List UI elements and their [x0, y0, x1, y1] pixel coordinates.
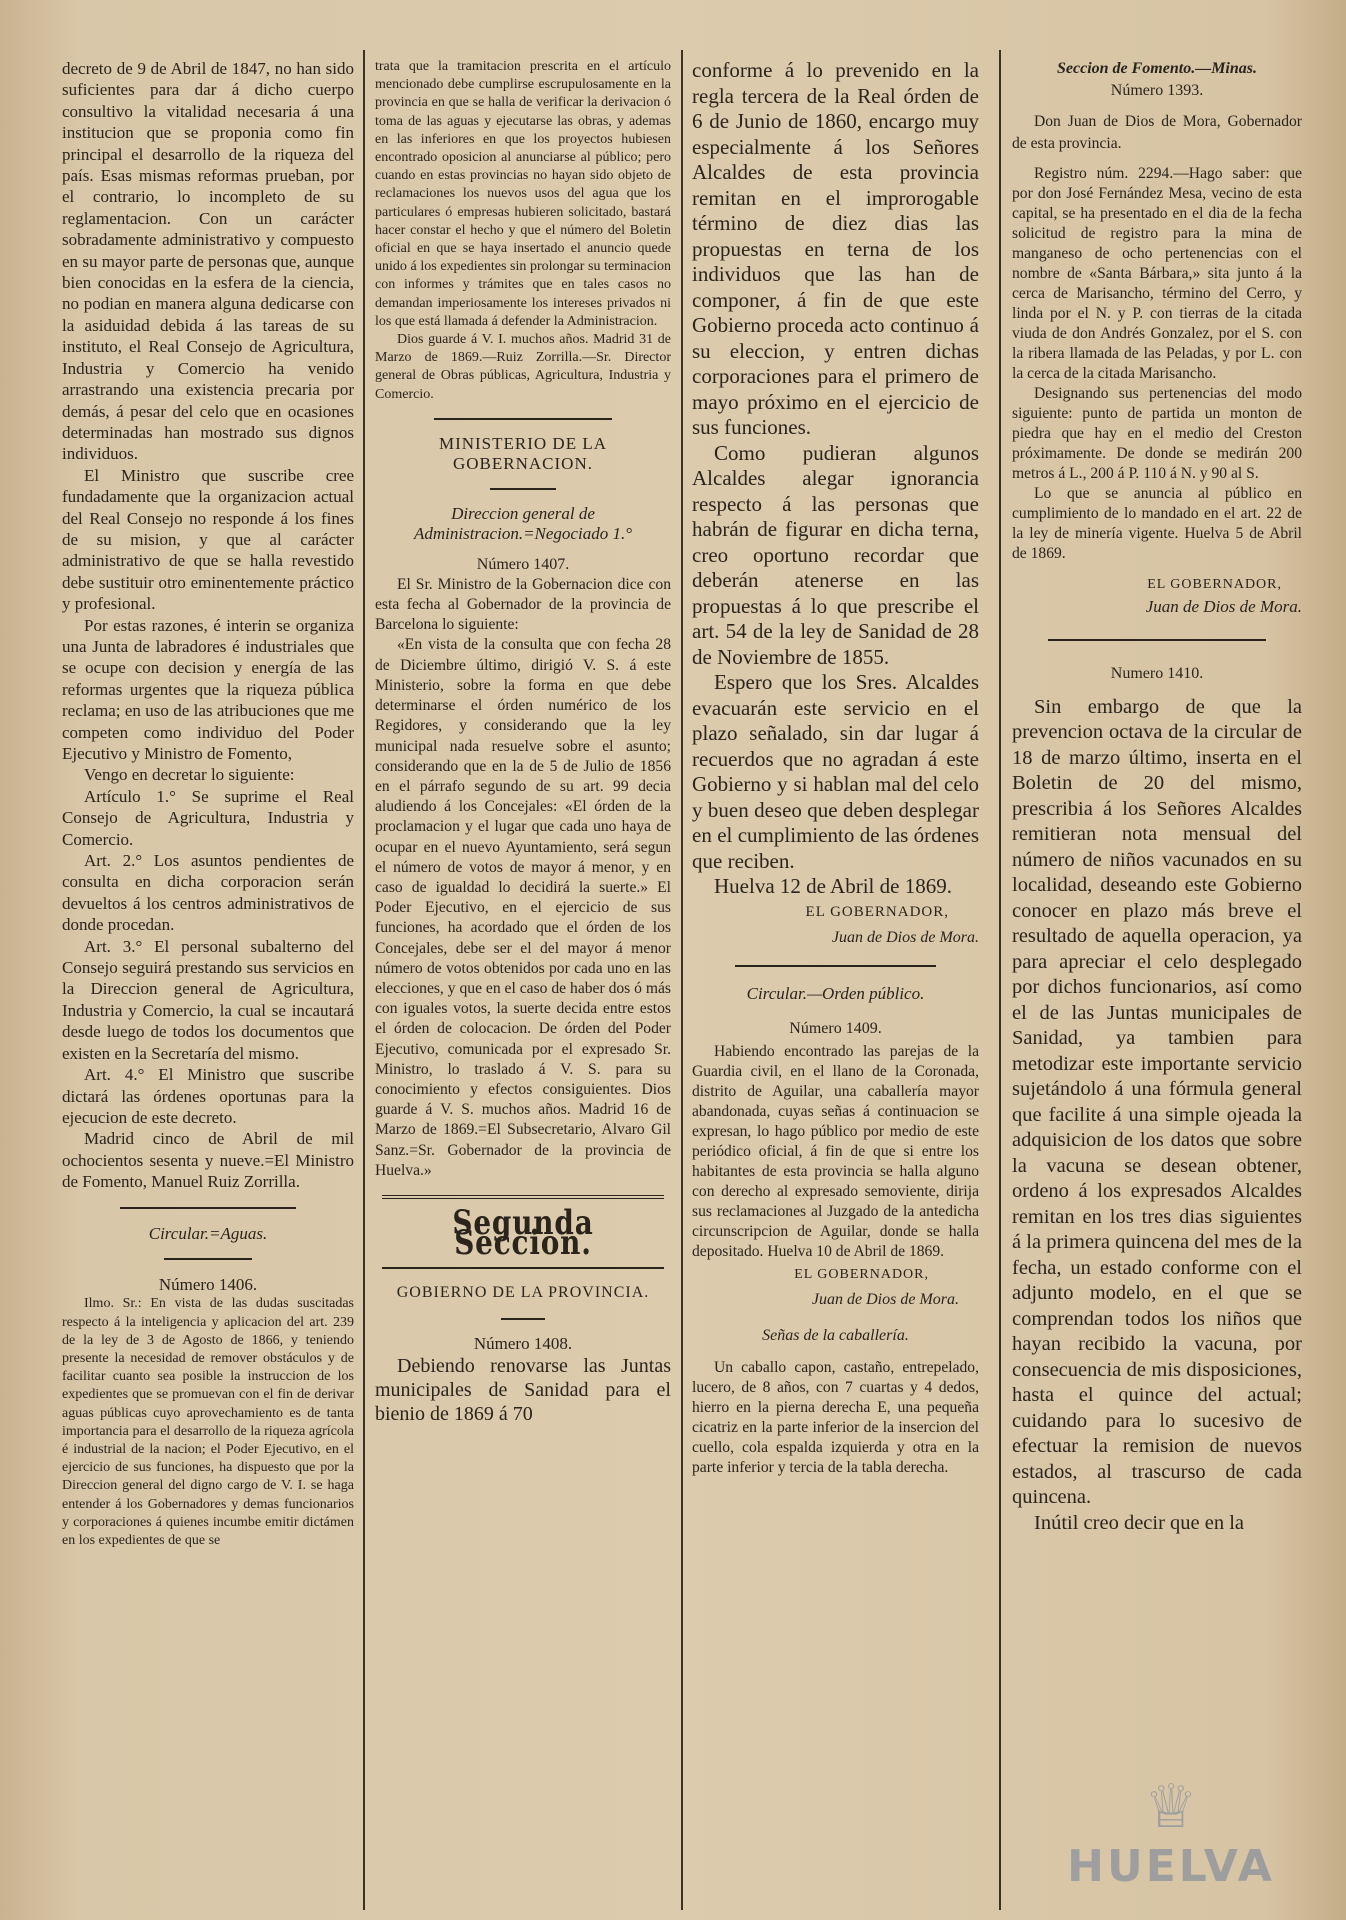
paragraph: El Sr. Ministro de la Gobernacion dice con esta fecha al Gobernador de la provincia de Barcelona lo siguiente: [375, 575, 671, 634]
paragraph: Espero que los Sres. Alcaldes evacuarán este servicio en el plazo señalado, sin dar lugar á recuerdos que no agradan á este Gobierno y si hablan mal del celo y buen deseo que deben desplegar en el cumplimiento de las órdenes que reciben. [692, 670, 979, 873]
column-4 [1012, 58, 1302, 1900]
paragraph: Habiendo encontrado las parejas de la Guardia civil, en el llano de la Coronada, distrito de Aguilar, una caballería mayor abandonada, cuyas señas á continuacion se expresan, lo hago público por medio de este periódico oficial, á fin de que si entre los habitantes de esta provincia se halla alguno con derecho al expresado semoviente, dirija sus reclamaciones al Juzgado de la antedicha circunscripcion de Aguilar, donde se halla depositado. Huelva 10 de Abril de 1869. [692, 1042, 979, 1260]
paragraph: Inútil creo decir que en la [1034, 1511, 1245, 1534]
governor-label: EL GOBERNADOR, [1147, 577, 1282, 592]
paragraph: Como pudieran algunos Alcaldes alegar ignorancia respecto á las personas que habrán de figurar en dicha terna, creo oportuno recordar que deberán atenerse en las propuestas á lo que prescribe el art. 54 de la ley de Sanidad de 28 de Noviembre de 1855. [692, 440, 979, 669]
governor-label: EL GOBERNADOR, [794, 1266, 929, 1282]
seal-icon: ♕ [1144, 1772, 1198, 1842]
paragraph: Sin embargo de que la prevencion octava de la circular de 18 de marzo último, inserta en el Boletin de 20 del mismo, prescribia á los Señores Alcaldes remitieran nota mensual del número de niños vacunados en su localidad, deseando este Gobierno conocer en plazo más breve el resultado de aquella operacion, ya para apreciar el celo desplegado por dichos funcionarios, así como el de las Juntas municipales de Sanidad, ya tambien para metodizar este importante servicio sujetándolo á una fórmula general que facilite á una simple ojeada la adquisicion de los datos que sobre la vacuna se desean obtener, ordeno á los expresados Alcaldes remitan en los tres dias siguientes á la primera quincena del mes de la fecha, un estado conforme con el adjunto modelo, en el que se comprendan todos los niños que hayan recibido la vacuna, por consecuencia de mis disposiciones, hasta el quince del actual; cuidando para lo sucesivo de efectuar la remision de nuevos estados, al trascurso de cada quincena. [1012, 695, 1302, 1508]
section-title: Segunda Seccion. [452, 1202, 594, 1264]
notice-number: Número 1407. [476, 555, 570, 573]
paragraph: Vengo en decretar lo siguiente: [84, 765, 295, 785]
governor-name: Juan de Dios de Mora. [1145, 596, 1302, 616]
paragraph: Art. 4.° El Ministro que suscribe dictará las órdenes oportunas para la ejecucion de este decreto. [62, 1065, 354, 1127]
divider [490, 488, 555, 490]
notice-number: Número 1408. [473, 1333, 573, 1353]
paragraph: «En vista de la consulta que con fecha 28 de Diciembre último, dirigió V. S. á este Ministerio, sobre la forma en que debe determinarse el órden numérico de los Regidores, y considerando que la ley municipal nada resuelve sobre el asunto; considerando que en la de 5 de Julio de 1856 en el párrafo segundo de su art. 99 decia aludiendo á los Concejales: «El órden de la proclamacion y el lugar que cada uno haya de ocupar en el nuevo Ayuntamiento, será segun el número de votos de mayor á menor, y en caso de igualdad lo decidirá la suerte.» El Poder Ejecutivo, en el ejercicio de sus funciones, ha acordado que el órden de los Concejales, debe ser el del mayor á menor número de votos obtenidos por cada uno en las elecciones, y que en el caso de haber dos ó más con iguales votos, la suerte decida entre estos el órden de colocacion. De órden del Poder Ejecutivo, comunicada por el expresado Sr. Ministro, lo traslado á V. S. para su conocimiento y efectos consiguientes. Dios guarde á V. S. muchos años. Madrid 16 de Marzo de 1869.=El Subsecretario, Alvaro Gil Sanz.=Sr. Gobernador de la provincia de Huelva.» [375, 636, 671, 1179]
paragraph: Registro núm. 2294.—Hago saber: que por don José Fernández Mesa, vecino de esta capital, se ha presentado en el dia de la fecha solicitud de registro para la mina de manganeso de ocho pertenencias con el nombre de «Santa Bárbara,» sita junto á la cerca de Marisancho, término del Cerro, y linda por el N. y P. con tierras de la citada viuda de don Andrés Gonzalez, por el S. con la ribera llamada de las Peladas, y por L. con la cerca de la citada Marisancho. [1012, 165, 1302, 382]
ministry-heading: MINISTERIO DE LA GOBERNACION. [438, 433, 608, 474]
divider [434, 418, 612, 420]
circular-heading: Circular.—Orden público. [746, 983, 925, 1003]
paragraph: Por estas razones, é interin se organiza una Junta de labradores é industriales que se ocupe con decision y energía de las reformas urgentes que la riqueza pública reclama; en uso de las atribuciones que me competen como individuo del Poder Ejecutivo y Ministro de Fomento, [62, 615, 354, 763]
governor-label: EL GOBERNADOR, [805, 903, 949, 920]
paragraph: Un caballo capon, castaño, entrepelado, lucero, de 8 años, con 7 cuartas y 4 dedos, hierro en la pierna derecha E, una pequeña cicatriz en la parte inferior de la insercion del cuello, cola espalda izquierda y otra en la parte inferior y tercia de la tabla derecha. [692, 1359, 979, 1476]
column-3 [692, 58, 979, 1900]
paragraph: Art. 2.° Los asuntos pendientes de consulta en dicha corporacion serán devueltos á los centros administrativos de donde procedan. [62, 851, 354, 935]
section-heading: Seccion de Fomento.—Minas. [1056, 60, 1257, 77]
divider [382, 1195, 663, 1199]
paragraph: Huelva 12 de Abril de 1869. [714, 874, 952, 898]
column-divider [363, 50, 365, 1910]
paragraph: Art. 3.° El personal subalterno del Consejo seguirá prestando sus servicios en la Direccion general de Agricultura, Industria y Comercio, la cual se incautará desde luego de todos los documentos que existen en la Secretaría del mismo. [62, 936, 354, 1063]
divider [164, 1258, 252, 1260]
notice-number: Número 1406. [158, 1274, 258, 1294]
paragraph: Debiendo renovarse las Juntas municipales de Sanidad para el bienio de 1869 á 70 [375, 1354, 671, 1425]
column-2 [375, 58, 671, 1900]
circular-heading: Circular.=Aguas. [148, 1223, 268, 1243]
divider [1048, 639, 1266, 641]
divider [382, 1267, 663, 1269]
paragraph: Designando sus pertenencias del modo siguiente: punto de partida un monton de piedra que hay en el medio del Creston próximamente. De donde se medirán 200 metros á L., 200 á P. 110 á N. y 90 al S. [1012, 385, 1302, 482]
paragraph: Ilmo. Sr.: En vista de las dudas suscitadas respecto á la inteligencia y aplicacion del art. 239 de la ley de 3 de Agosto de 1866, y teniendo presente la necesidad de remover obstáculos y de facilitar cuanto sea posible la instruccion de los expedientes que se promuevan con el fin de derivar aguas públicas cuyo aprovechamiento es de tanta importancia para el desarrollo de la riqueza agrícola é industrial de la nacion; el Poder Ejecutivo, en el ejercicio de sus funciones, ha dispuesto que por la Direccion general del digno cargo de V. I. se haga entender á los Gobernadores y demas funcionarios y corporaciones á quienes incumbe emitir dictámen en los expedientes de que se [62, 1296, 354, 1548]
watermark-text: HUELVA [1067, 1841, 1275, 1892]
gobierno-heading: GOBIERNO DE LA PROVINCIA. [396, 1284, 650, 1302]
paragraph: Madrid cinco de Abril de mil ochocientos sesenta y nueve.=El Ministro de Fomento, Manuel Ruiz Zorrilla. [62, 1129, 354, 1192]
governor-name: Juan de Dios de Mora. [811, 1291, 959, 1308]
divider [735, 965, 936, 967]
paragraph: El Ministro que suscribe cree fundadamente que la organizacion actual del Real Consejo no responde á los fines de su mision, y que al carácter administrativo de que se halla revestido debe sustituir otro eminentemente práctico y profesional. [62, 465, 354, 614]
column-1 [62, 58, 354, 1900]
paragraph: Artículo 1.° Se suprime el Real Consejo de Agricultura, Industria y Comercio. [62, 786, 354, 849]
direccion-heading: Direccion general de Administracion.=Negociado 1.° [413, 504, 632, 544]
notice-number: Número 1393. [1110, 81, 1204, 99]
divider [120, 1207, 295, 1209]
column-divider [999, 50, 1001, 1910]
paragraph: trata que la tramitacion prescrita en el artículo mencionado debe cumplirse escrupulosamente en la provincia en que se halla de verificar la derivacion ó toma de las aguas y ejecutarse las obras, y ademas en las inferiores en que los proyectos hubiesen encontrado oposicion al anunciarse al público; pero cuando en estas provincias no hayan sido objeto de reclamaciones los nuevos usos del agua que los particulares ó empresas hubieren solicitado, bastará hacer constar el hecho y que el número del Boletin oficial en que se haya insertado el anuncio quede unido á los expedientes sin prolongar su terminacion con informes y trámites que en tales casos no demandan imperiosamente los intereses privados ni los que está llamada á defender la Administracion. [375, 59, 671, 329]
senas-heading: Señas de la caballería. [762, 1326, 909, 1344]
paragraph: Lo que se anuncia al público en cumplimiento de lo mandado en el art. 22 de la ley de minería vigente. Huelva 5 de Abril de 1869. [1012, 485, 1302, 562]
archive-watermark [1056, 1772, 1286, 1902]
paragraph: conforme á lo prevenido en la regla tercera de la Real órden de 6 de Junio de 1860, encargo muy especialmente á los Señores Alcaldes de esta provincia remitan en el improrogable término de diez dias las propuestas en terna de los individuos que las han de componer, á fin de que este Gobierno proceda acto continuo á su eleccion, y entren dichas corporaciones para el primero de mayo próximo en el ejercicio de sus funciones. [692, 58, 979, 439]
notice-number: Número 1409. [789, 1020, 882, 1037]
divider [501, 1318, 545, 1320]
paragraph: Don Juan de Dios de Mora, Gobernador de esta provincia. [1012, 113, 1302, 152]
paragraph: decreto de 9 de Abril de 1847, no han sido suficientes para dar á dicho cuerpo consultivo la vitalidad necesaria á una institucion que se proponia como fin principal el desarrollo de la riqueza del país. Esas mismas reformas prueban, por el contrario, lo incompleto de su reglamentacion. Con un carácter sobradamente administrativo y compuesto en su mayor parte de personas que, aunque bien conocidas en la esfera de la ciencia, no podian en manera alguna dedicarse con la asiduidad debida á las tareas de su instituto, el Real Consejo de Agricultura, Industria y Comercio ha venido arrastrando una existencia precaria por demás, á pesar del celo que en ocasiones determinadas han mostrado sus dignos individuos. [62, 59, 354, 464]
column-divider [681, 50, 683, 1910]
notice-number: Numero 1410. [1110, 665, 1204, 682]
governor-name: Juan de Dios de Mora. [831, 929, 979, 946]
paragraph: Dios guarde á V. I. muchos años. Madrid 31 de Marzo de 1869.—Ruiz Zorrilla.—Sr. Director general de Obras públicas, Agricultura, Industria y Comercio. [375, 332, 671, 402]
